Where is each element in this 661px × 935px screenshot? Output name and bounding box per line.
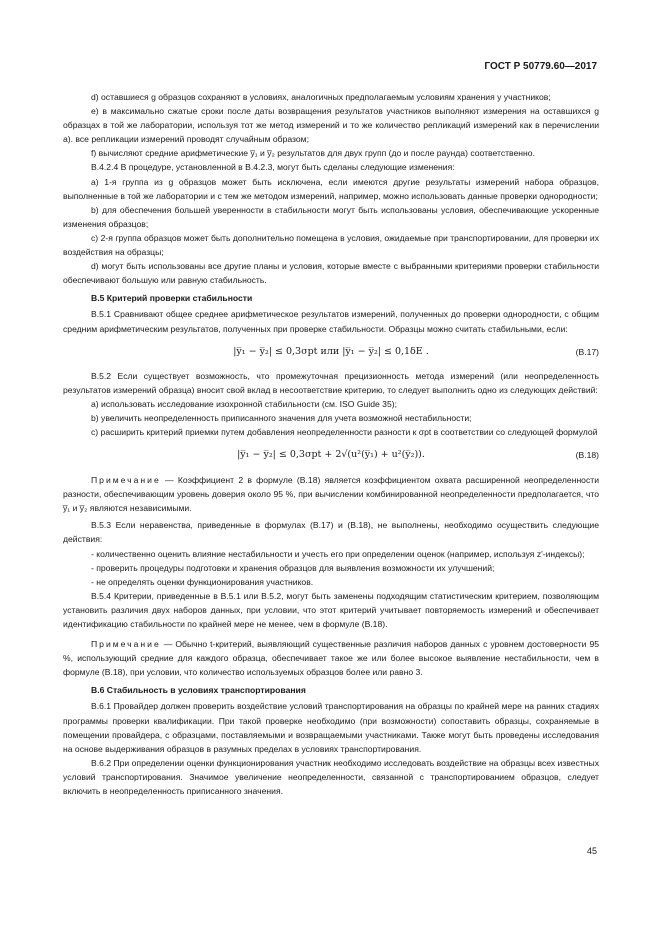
dash-item-3: - не определять оценки функционирования участников. [91, 576, 314, 587]
section-heading-b6: B.6 Стабильность в условиях транспортирования [91, 685, 306, 696]
formula-b17-expression: |y̅₁ − y̅₂| ≤ 0,3σpt или |y̅₁ − y̅₂| ≤ 0,1δE . [233, 345, 429, 357]
list-item-a2: a) использовать исследование изохронной стабильности (см. ISO Guide 35); [91, 398, 397, 409]
dash-item-2: - проверить процедуры подготовки и хранения образцов для выявления возможности их улучшений; [91, 562, 495, 573]
section-heading-b5: B.5 Критерий проверки стабильности [91, 293, 253, 304]
list-item-c1: c) 2-я группа образцов может быть дополнительно помещена в условия, ожидаемые при транспортировании, для проверки их воздействия на образцы; [63, 232, 599, 258]
clause-b61: B.6.1 Провайдер должен проверить воздействие условий транспортирования на образцы по крайней мере на ранних стадиях программы проверки квалификации. При такой проверке необходимо (при возможности) сопоставить образцы, сохраняемые в помещении провайдера, с образцами, поставляемыми и возвращаемыми участниками. Также могут быть проведены исследования на основе выдерживания образцов в разумных пределах в условиях транспортирования. [63, 701, 599, 754]
note-2-label: Примечание [91, 639, 161, 650]
note-2 [63, 637, 599, 679]
dash-item-1: - количественно оценить влияние нестабильности и учесть его при определении оценок (например, используя z'-индексы); [91, 548, 585, 559]
clause-b424: B.4.2.4 В процедуре, установленной в B.4.2.3, могут быть сделаны следующие изменения: [91, 162, 455, 173]
list-item-c2: c) расширить критерий приемки путем добавления неопределенности разности к σpt в соответствии со следующей формулой [91, 426, 598, 437]
formula-b18-number: (B.18) [575, 450, 599, 461]
list-item-d: d) оставшиеся g образцов сохраняют в условиях, аналогичных предполагаемым условиям хранения у участников; [91, 92, 551, 102]
list-item-d1: d) могут быть использованы все другие планы и условия, которые вместе с выбранными критериями проверки стабильности обеспечивают большую или равную стабильность. [63, 261, 599, 286]
note-1-text: — Коэффициент 2 в формуле (B.18) является коэффициентом охвата расширенной неопределенности разности, обеспечивающим уровень доверия около 95 %, при вычислении комбинированной неопределенности предполагается, что y̅₁ и y̅₂ являются независимыми. [63, 475, 599, 514]
page-number: 45 [586, 846, 597, 856]
clause-b51: B.5.1 Сравнивают общее среднее арифметическое результатов измерений, полученных до проверки однородности, с общим средним арифметическим результатов, полученных при проверке стабильности. Образцы можно считать стабильными, если: [63, 309, 599, 334]
clause-b52: B.5.2 Если существует возможность, что промежуточная прецизионность метода измерений (или неопределенность результатов измерений образца) вносит свой вклад в несоответствие критерию, то следует выполнить одно из следующих действий: [63, 370, 599, 395]
list-item-b1: b) для обеспечения большей уверенности в стабильности могут быть использованы условия, обеспечивающие ускоренные изменения образцов; [63, 204, 599, 229]
document-id: ГОСТ Р 50779.60—2017 [484, 61, 597, 72]
formula-b18-expression: |y̅₁ − y̅₂| ≤ 0,3σpt + 2√(u²(y̅₁) + u²(y̅₂)). [237, 449, 425, 461]
clause-b62: B.6.2 При определении оценки функционирования участник необходимо исследовать воздействие на образцы всех известных условий транспортирования. Значимое увеличение неопределенности, связанной с транспортированием образцов, следует включить в неопределенность приписанного значения. [63, 757, 599, 797]
formula-b17 [63, 342, 599, 364]
formula-b18 [63, 445, 599, 467]
note-1 [63, 473, 599, 515]
note-1-label: Примечание [91, 475, 161, 486]
note-2-text: — Обычно t-критерий, выявляющий существенные различия наборов данных с уровнем достоверности 95 %, использующий средние для каждого образца, обеспечивает такое же или более высокое выявление нестабильности, чем в формуле (B.18), при условии, что количество используемых образцов более или равно 3. [63, 639, 599, 678]
formula-b17-number: (B.17) [575, 346, 599, 357]
list-item-b2: b) увеличить неопределенность приписанного значения для учета возможной нестабильности; [91, 412, 472, 423]
list-item-e: e) в максимально сжатые сроки после даты возвращения результатов участников выполняют измерения на оставшихся g образцах в той же лаборатории, используя тот же метод измерений и то же количество репликаций измерений как в перечислении а). все репликации измерений проводят случайным образом; [63, 106, 599, 145]
list-item-f: f) вычисляют средние арифметические y̅₁ и y̅₂ результатов для двух групп (до и после раунда) соответственно. [91, 148, 535, 159]
clause-b54: B.5.4 Критерии, приведенные в B.5.1 или B.5.2, могут быть заменены подходящим статистическим критерием, позволяющим установить различия двух наборов данных, при условии, что этот критерий учитывает повторяемость измерений и обеспечивает идентификацию стабильности по крайней мере не менее, чем в формуле (B.18). [63, 590, 599, 629]
page-content [63, 90, 599, 798]
list-item-a1: a) 1-я группа из g образцов может быть исключена, если имеются другие результаты измерений набора образцов, выполненные в той же лаборатории и с тем же методом измерений, например, можно использовать данные проверки однородности; [63, 176, 599, 201]
clause-b53: B.5.3 Если неравенства, приведенные в формулах (B.17) и (B.18), не выполнены, необходимо осуществить следующие действия: [63, 520, 599, 545]
